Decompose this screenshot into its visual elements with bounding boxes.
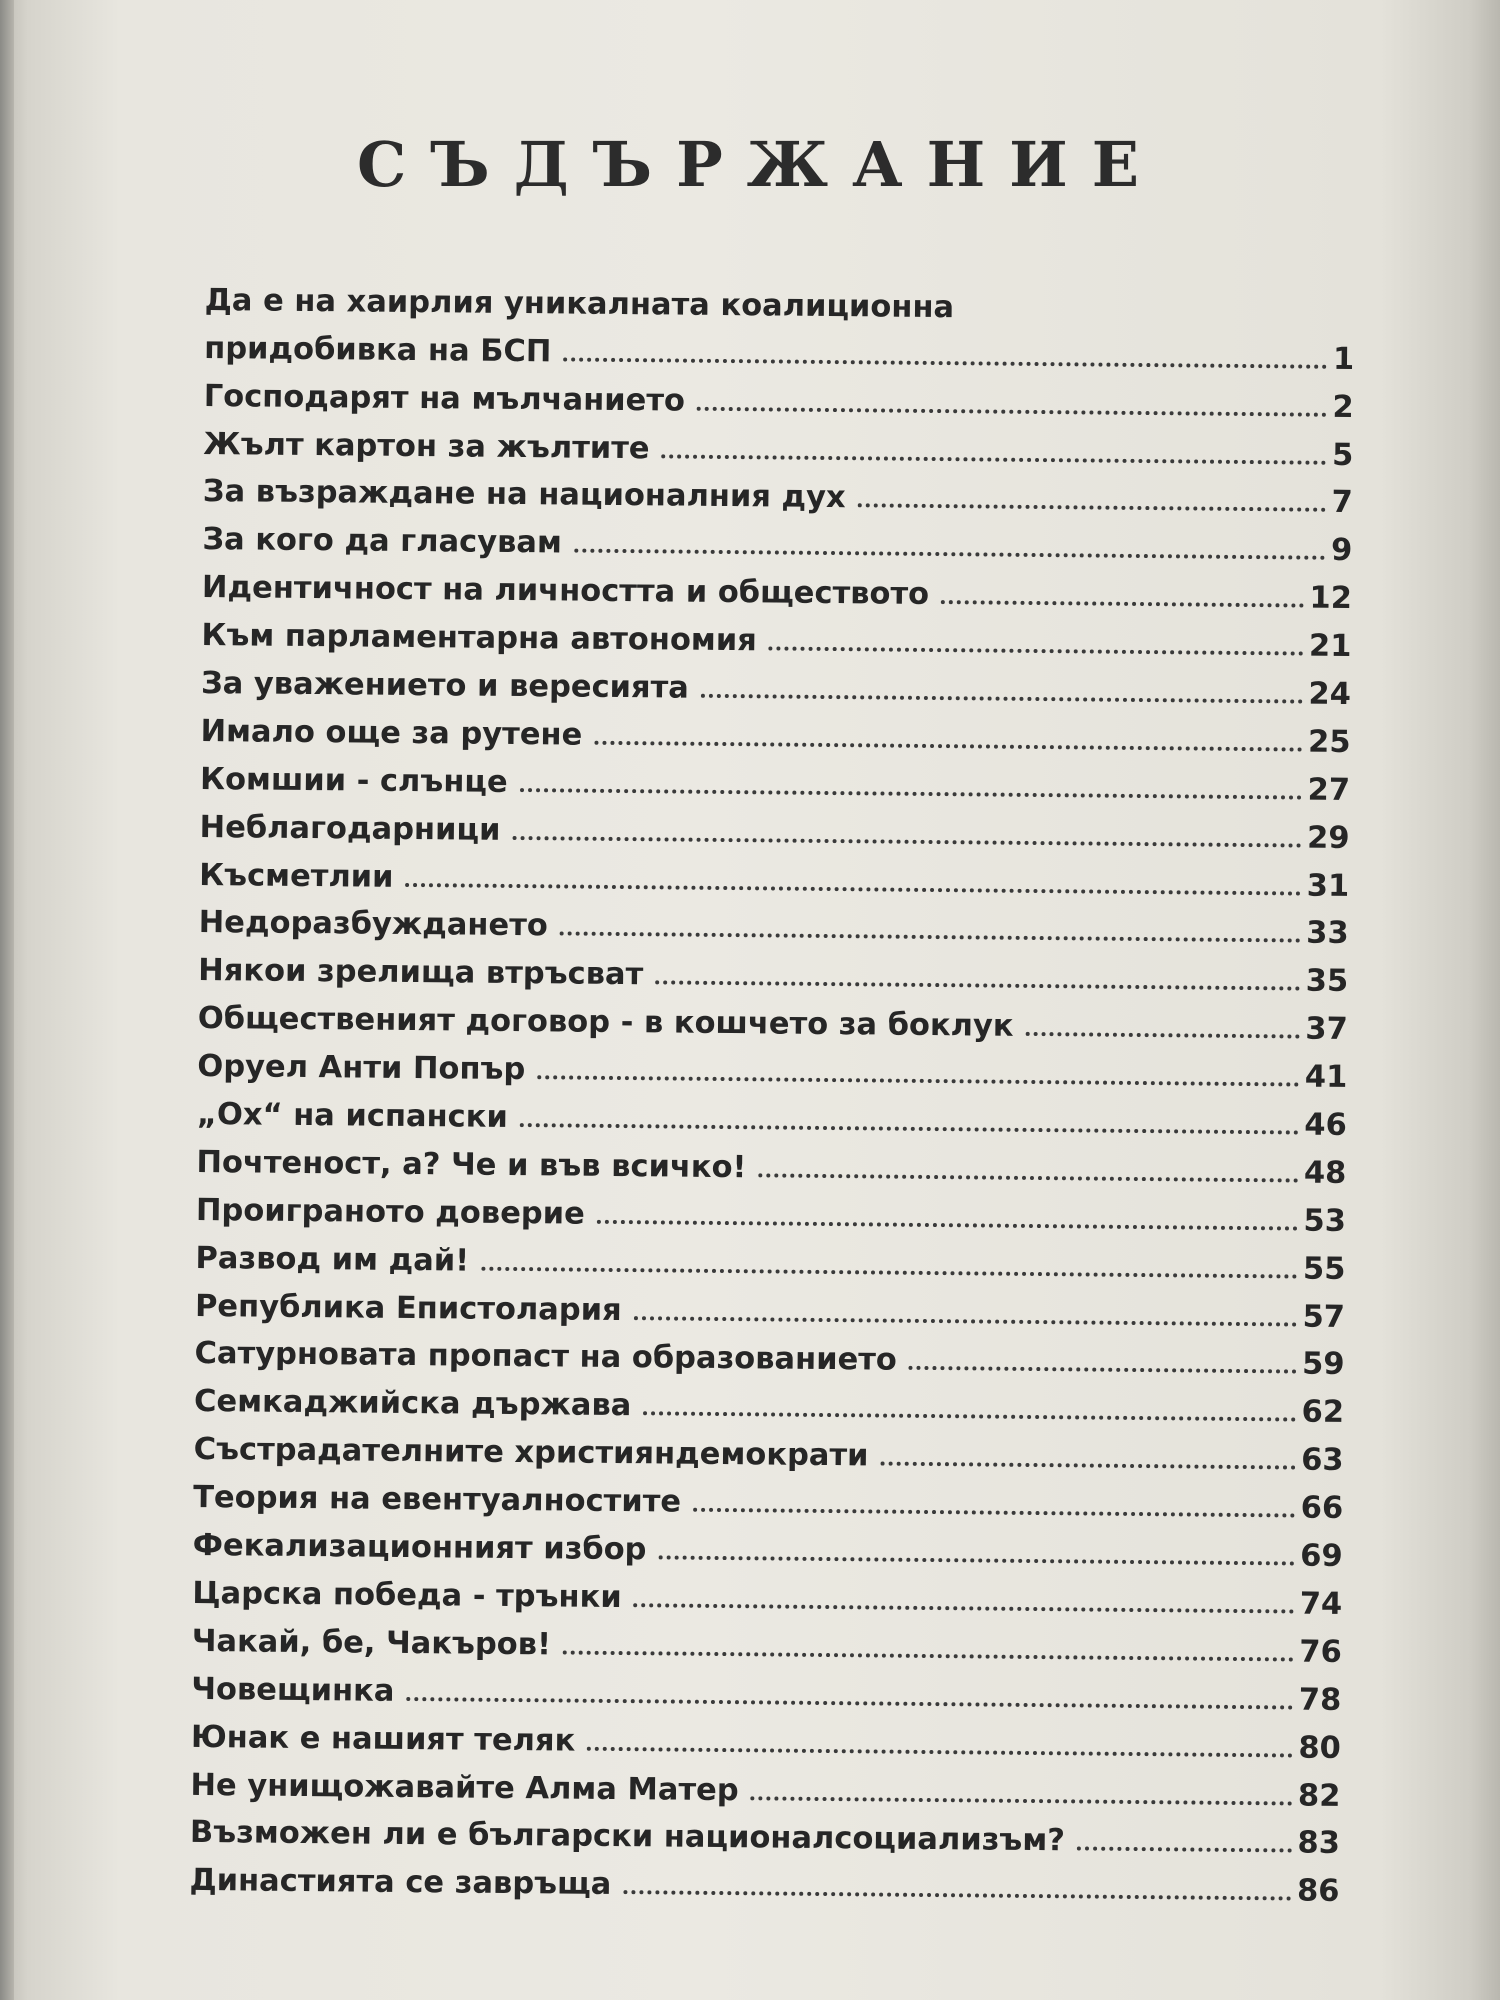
toc-entry-page: 57 bbox=[1302, 1299, 1346, 1335]
toc-entry-page: 35 bbox=[1305, 963, 1349, 1000]
dot-leader bbox=[661, 454, 1325, 464]
toc-entry-page: 27 bbox=[1307, 772, 1351, 808]
dot-leader bbox=[406, 1697, 1293, 1710]
toc-entry-title: Състрадателните християндемократи bbox=[193, 1432, 869, 1474]
dot-leader bbox=[623, 1890, 1291, 1900]
dot-leader bbox=[520, 788, 1302, 800]
toc-entry-title: Недоразбуждането bbox=[198, 905, 548, 944]
toc-entry-title: За възраждане на националния дух bbox=[202, 474, 846, 516]
dot-leader bbox=[634, 1316, 1297, 1326]
dot-leader bbox=[1025, 1032, 1299, 1039]
toc-entry-page: 46 bbox=[1304, 1107, 1348, 1144]
toc-entry-title: Да е на хаирлия уникалната коалиционна bbox=[204, 282, 955, 326]
toc-entry-page: 9 bbox=[1330, 533, 1353, 569]
toc-entry-page: 69 bbox=[1300, 1538, 1343, 1575]
toc-entry-title: Оруел Анти Попър bbox=[197, 1049, 526, 1088]
dot-leader bbox=[560, 932, 1300, 943]
toc-entry-page: 41 bbox=[1304, 1059, 1348, 1096]
toc-entry-page: 33 bbox=[1306, 916, 1349, 952]
toc-entry-title: Жълт картон за жълтите bbox=[203, 426, 650, 466]
toc-entry-title: Човещинка bbox=[191, 1671, 395, 1709]
toc-entry-title: Фекализационният избор bbox=[192, 1527, 647, 1568]
toc-entry-title: Развод им дай! bbox=[195, 1240, 470, 1279]
toc-entry-title: Комшии - слънце bbox=[199, 761, 508, 800]
toc-entry-title: Общественият договор - в кошчето за боклук bbox=[197, 1001, 1014, 1045]
toc-entry-page: 24 bbox=[1308, 676, 1352, 713]
toc-entry-title: Към парламентарна автономия bbox=[201, 618, 757, 659]
dot-leader bbox=[658, 1555, 1294, 1565]
dot-leader bbox=[643, 1412, 1295, 1422]
toc-entry-page: 2 bbox=[1332, 389, 1354, 425]
toc-entry-title: Република Епистолария bbox=[194, 1288, 622, 1328]
toc-entry-title: Царска победа - трънки bbox=[192, 1575, 622, 1615]
toc-entry-page: 21 bbox=[1308, 628, 1352, 665]
dot-leader bbox=[405, 883, 1300, 896]
toc-entry-page: 5 bbox=[1331, 437, 1354, 473]
toc-entry-title: Възможен ли е български националсоциализъм? bbox=[189, 1815, 1066, 1859]
toc-entry-title: Почтеност, а? Че и във всичко! bbox=[196, 1144, 747, 1186]
toc-entry-title: придобивка на БСП bbox=[204, 330, 552, 370]
toc-entry-page: 25 bbox=[1307, 724, 1351, 760]
toc-entry-page: 48 bbox=[1303, 1155, 1347, 1191]
toc-entry-page: 1 bbox=[1332, 341, 1355, 377]
dot-leader bbox=[880, 1462, 1295, 1470]
dot-leader bbox=[597, 1220, 1298, 1231]
toc-entry-page: 55 bbox=[1302, 1251, 1346, 1287]
toc-entry-page: 80 bbox=[1298, 1730, 1342, 1766]
dot-leader bbox=[693, 1508, 1295, 1518]
dot-leader bbox=[909, 1366, 1296, 1374]
dot-leader bbox=[574, 549, 1325, 560]
dot-leader bbox=[655, 981, 1300, 991]
toc-entry-page: 62 bbox=[1301, 1394, 1345, 1431]
dot-leader bbox=[563, 1650, 1293, 1661]
toc-entry-page: 31 bbox=[1306, 868, 1350, 904]
toc-entry-page: 29 bbox=[1306, 820, 1350, 856]
toc-entry-title: Идентичност на личността и обществото bbox=[201, 570, 930, 613]
toc-entry-title: Някои зрелища втръсват bbox=[198, 953, 644, 993]
toc-entry-title: Юнак е нашият теляк bbox=[190, 1719, 576, 1759]
dot-leader bbox=[697, 406, 1327, 416]
toc-entry-title: За уважението и вересията bbox=[200, 665, 690, 706]
toc-entry-page: 53 bbox=[1303, 1203, 1347, 1239]
toc-entry-title: Имало още за рутене bbox=[200, 713, 583, 753]
dot-leader bbox=[858, 504, 1326, 512]
toc-entry-title: За кого да гласувам bbox=[202, 522, 563, 561]
toc-entry-title: „Ох“ на испански bbox=[196, 1096, 508, 1135]
toc-entry-page: 76 bbox=[1299, 1634, 1342, 1670]
toc-entry-title: Не унищожавайте Алма Матер bbox=[190, 1767, 739, 1808]
toc-entry-title: Проиграното доверие bbox=[195, 1192, 585, 1232]
toc-entry-title: Сатурновата пропаст на образованието bbox=[194, 1336, 898, 1379]
dot-leader bbox=[769, 647, 1303, 656]
toc-entry-page: 74 bbox=[1299, 1586, 1343, 1622]
dot-leader bbox=[701, 694, 1303, 704]
toc-entry-title: Неблагодарници bbox=[199, 809, 501, 848]
toc-entry-page: 78 bbox=[1298, 1682, 1342, 1718]
toc-entry-title: Късметлии bbox=[199, 857, 394, 895]
toc-entry-title: Династията се завръща bbox=[189, 1863, 612, 1903]
toc-entry-page: 83 bbox=[1297, 1825, 1341, 1862]
toc-entry-title: Господарят на мълчанието bbox=[203, 378, 686, 419]
toc-entry-page: 82 bbox=[1297, 1778, 1341, 1814]
toc-entry-title: Семкаджийска държава bbox=[193, 1384, 632, 1424]
toc-entry-title: Теория на евентуалностите bbox=[193, 1480, 682, 1520]
toc-entry-title: Чакай, бе, Чакъров! bbox=[191, 1623, 552, 1663]
dot-leader bbox=[758, 1173, 1298, 1182]
page-gutter bbox=[0, 0, 14, 2000]
dot-leader bbox=[537, 1075, 1299, 1086]
dot-leader bbox=[481, 1266, 1297, 1278]
toc-entry-page: 37 bbox=[1305, 1011, 1348, 1048]
dot-leader bbox=[520, 1123, 1299, 1134]
toc-entry-page: 63 bbox=[1301, 1442, 1344, 1479]
dot-leader bbox=[512, 836, 1301, 848]
dot-leader bbox=[751, 1796, 1292, 1805]
page-title: СЪДЪРЖАНИЕ bbox=[357, 128, 1163, 201]
toc-entry-page: 66 bbox=[1300, 1490, 1344, 1527]
dot-leader bbox=[1077, 1847, 1292, 1853]
toc-entry-page: 86 bbox=[1296, 1873, 1340, 1910]
toc-entry bbox=[189, 1850, 1339, 1909]
dot-leader bbox=[563, 357, 1327, 368]
toc-entry-page: 7 bbox=[1331, 485, 1353, 521]
dot-leader bbox=[941, 600, 1303, 607]
dot-leader bbox=[634, 1603, 1294, 1613]
toc-entry-page: 59 bbox=[1301, 1347, 1345, 1383]
toc-entry-page: 12 bbox=[1309, 580, 1353, 617]
dot-leader bbox=[594, 741, 1302, 752]
table-of-contents bbox=[189, 270, 1355, 1909]
dot-leader bbox=[587, 1746, 1292, 1757]
